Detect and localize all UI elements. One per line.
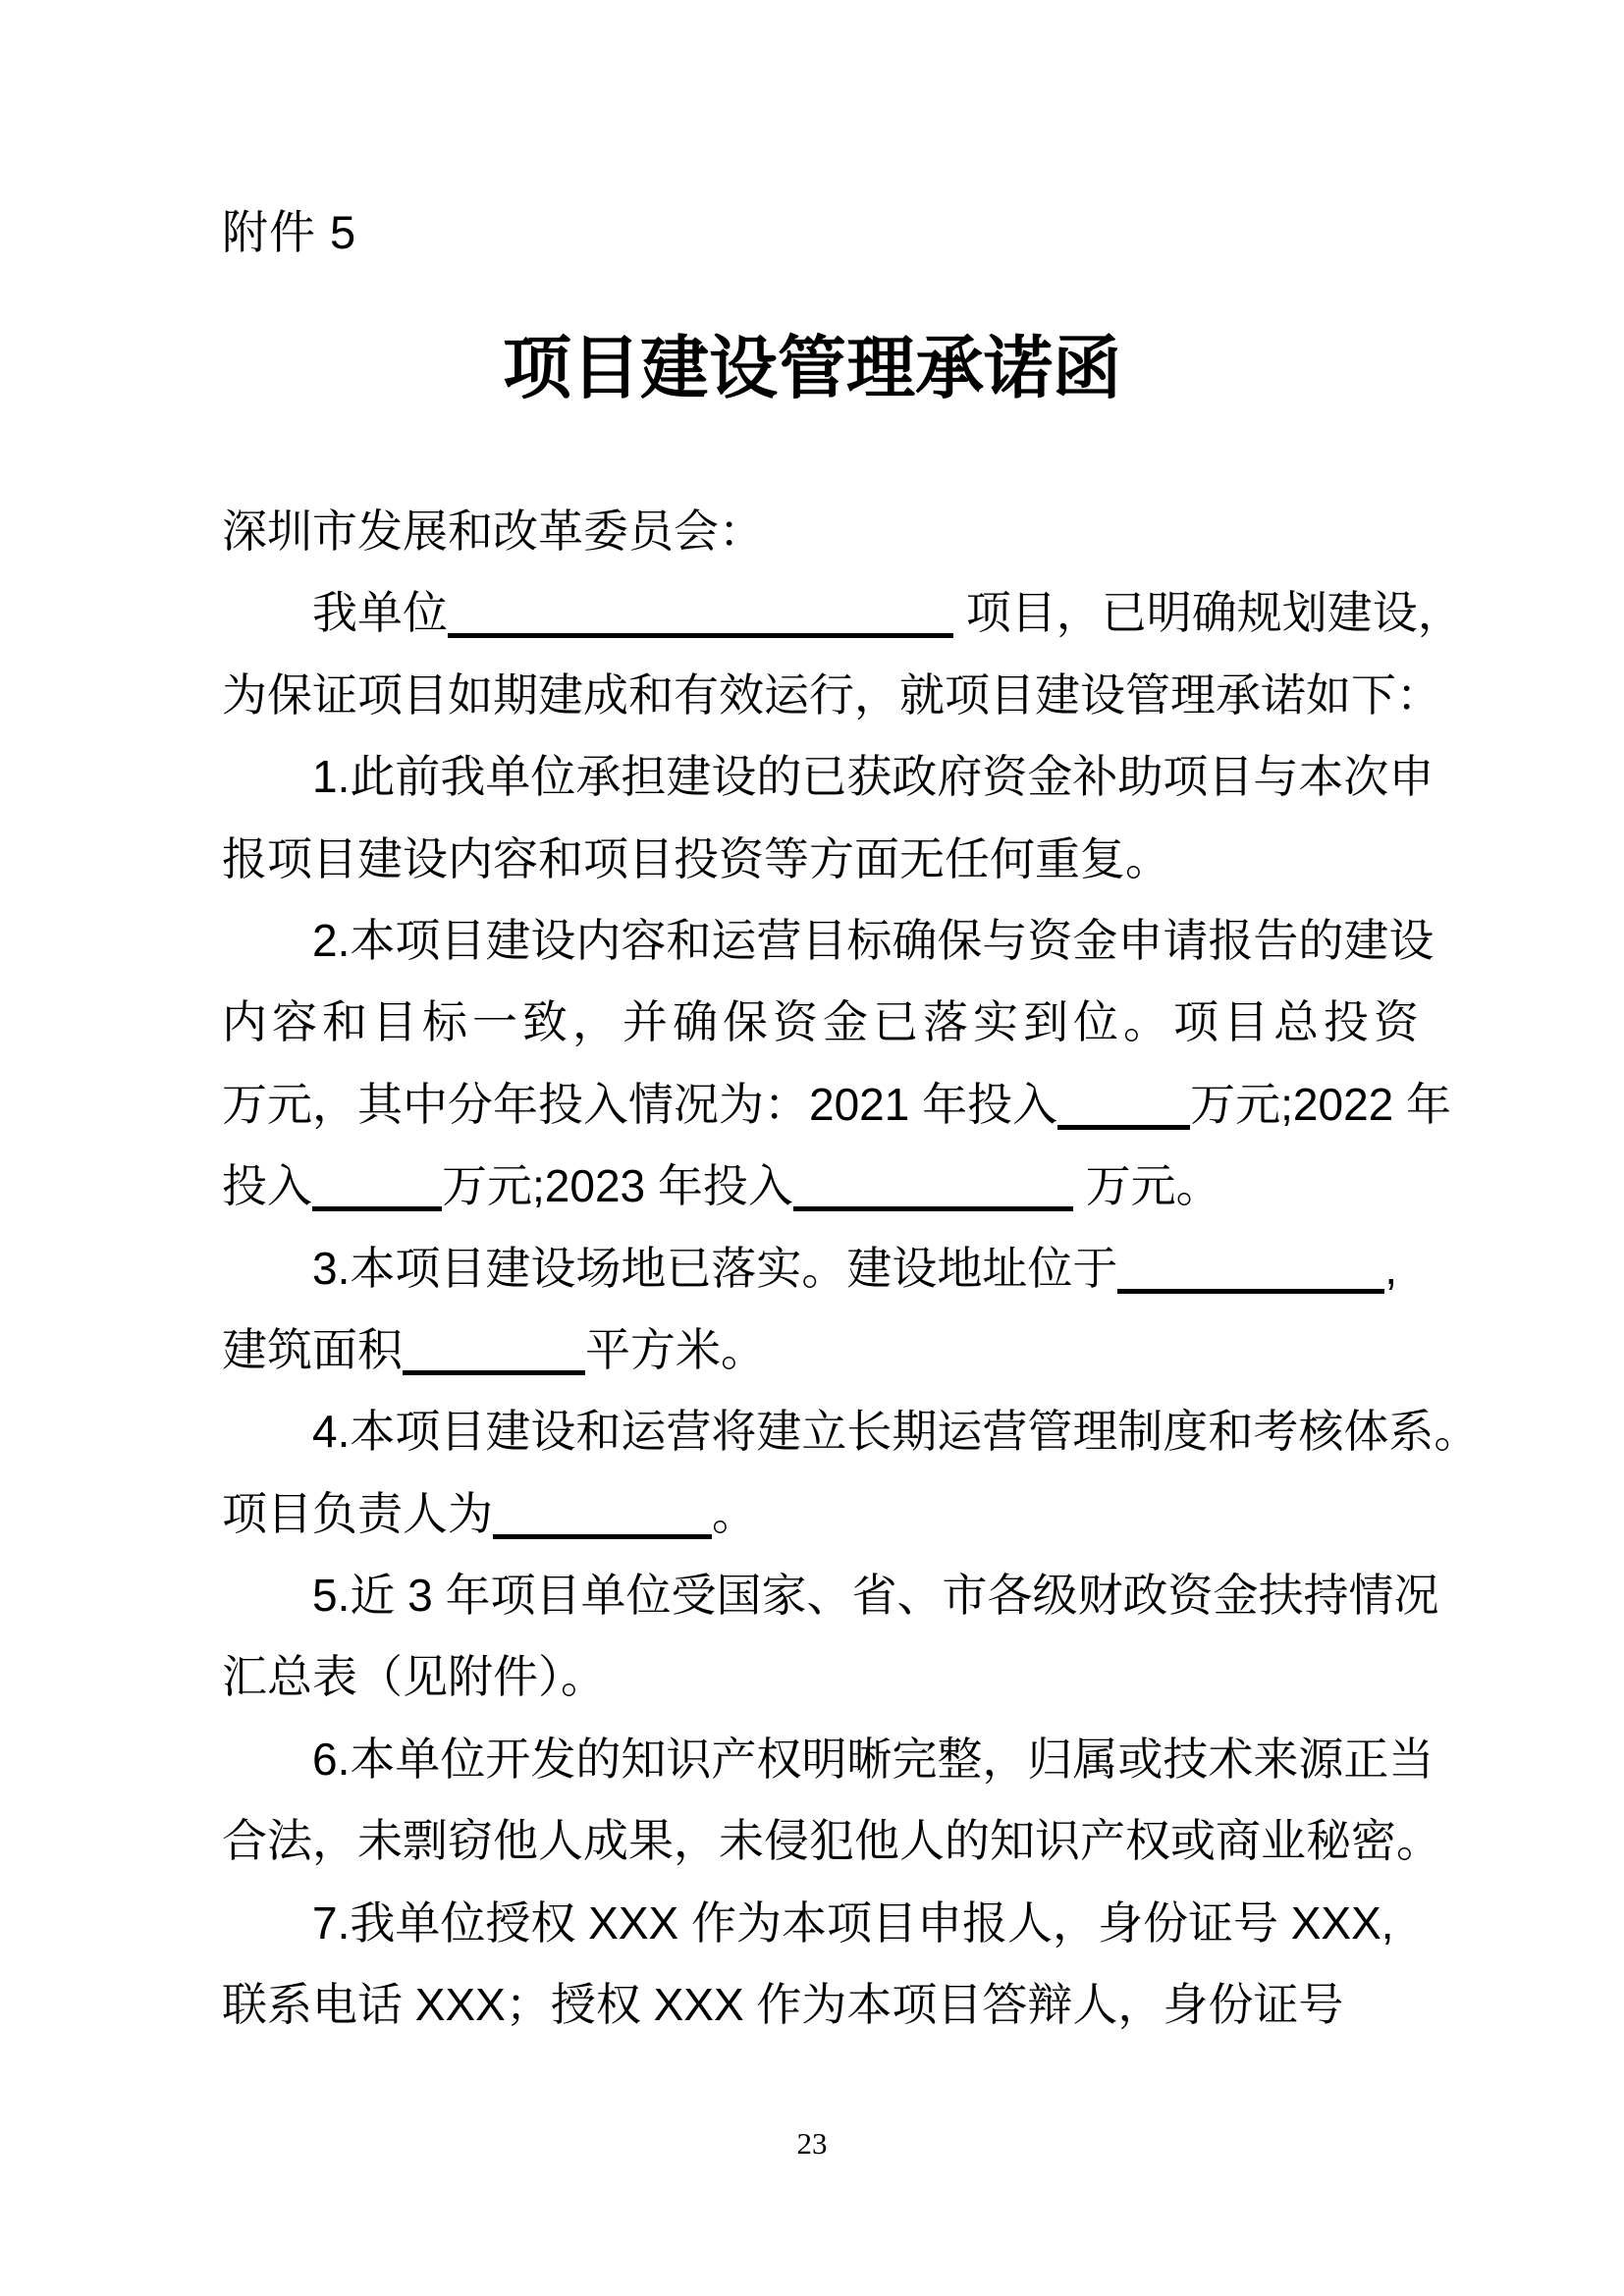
- text-run: 为保证项目如期建成和有效运行，就项目建设管理承诺如下：: [222, 668, 1441, 721]
- page-number: 23: [796, 2126, 828, 2161]
- text-run: 5.近 3 年项目单位受国家、省、市各级财政资金扶持情况: [312, 1570, 1439, 1622]
- blank-underline: [403, 1325, 585, 1375]
- text-run: 项目，已明确规划建设，: [953, 587, 1463, 639]
- text-run: 报项目建设内容和项目投资等方面无任何重复。: [222, 832, 1170, 884]
- body-line: [222, 1636, 1414, 1718]
- text-run: 3.本项目建设场地已落实。建设地址位于: [312, 1242, 1118, 1294]
- text-run: 万元;2022 年: [1190, 1078, 1452, 1130]
- body-line: [222, 1228, 1414, 1309]
- text-run: 我单位: [312, 587, 448, 639]
- body-line: [222, 1309, 1414, 1391]
- blank-underline: [793, 1161, 1073, 1211]
- text-run: 1.此前我单位承担建设的已获政府资金补助项目与本次申: [312, 751, 1435, 803]
- text-run: 深圳市发展和改革委员会：: [222, 506, 764, 557]
- text-run: ,: [1384, 1242, 1398, 1294]
- text-run: 万元。: [1072, 1160, 1221, 1212]
- body-line: [222, 1473, 1414, 1555]
- text-run: 平方米。: [585, 1323, 766, 1375]
- body-line: [222, 1883, 1414, 1964]
- blank-underline: [493, 1489, 712, 1539]
- text-run: 投入: [222, 1160, 312, 1212]
- body-line: [222, 1800, 1441, 1882]
- body-line: [222, 1719, 1435, 1800]
- body-line: [222, 982, 1424, 1063]
- blank-underline: [1057, 1080, 1190, 1130]
- text-run: 联系电话 XXX；授权 XXX 作为本项目答辩人，身份证号: [222, 1979, 1344, 2031]
- body-line: [222, 655, 1441, 736]
- text-run: 建筑面积: [222, 1323, 403, 1375]
- body-line: [222, 1146, 1414, 1227]
- text-run: 4.本项目建设和运营将建立长期运营管理制度和考核体系。: [312, 1406, 1480, 1458]
- text-run: 7.我单位授权 XXX 作为本项目申报人，身份证号 XXX,: [312, 1896, 1394, 1949]
- blank-underline: [312, 1161, 442, 1211]
- document-body: [222, 491, 1480, 2046]
- body-line: [222, 572, 1463, 654]
- body-line: [222, 1391, 1480, 1472]
- body-line: [222, 491, 1414, 572]
- text-run: 万元;2023 年投入: [442, 1160, 793, 1212]
- text-run: 合法，未剽窃他人成果，未侵犯他人的知识产权或商业秘密。: [222, 1815, 1441, 1867]
- text-run: 。: [712, 1487, 757, 1539]
- blank-underline: [448, 588, 953, 638]
- text-run: 项目负责人为: [222, 1487, 493, 1539]
- blank-underline: [1117, 1244, 1384, 1294]
- document-title: 项目建设管理承诺函: [503, 330, 1121, 406]
- body-line: [222, 1064, 1452, 1146]
- body-line: [222, 1555, 1439, 1636]
- text-run: 内容和目标一致，并确保资金已落实到位。项目总投资: [222, 996, 1424, 1048]
- body-line: [222, 819, 1414, 900]
- text-run: 6.本单位开发的知识产权明晰完整，归属或技术来源正当: [312, 1733, 1435, 1785]
- text-run: 汇总表（见附件）。: [222, 1651, 606, 1703]
- attachment-label: 附件 5: [222, 206, 357, 258]
- body-line: [222, 1964, 1414, 2046]
- body-line: [222, 736, 1435, 818]
- body-line: [222, 900, 1435, 982]
- text-run: 万元，其中分年投入情况为：2021 年投入: [222, 1078, 1058, 1130]
- text-run: 2.本项目建设内容和运营目标确保与资金申请报告的建设: [312, 914, 1435, 966]
